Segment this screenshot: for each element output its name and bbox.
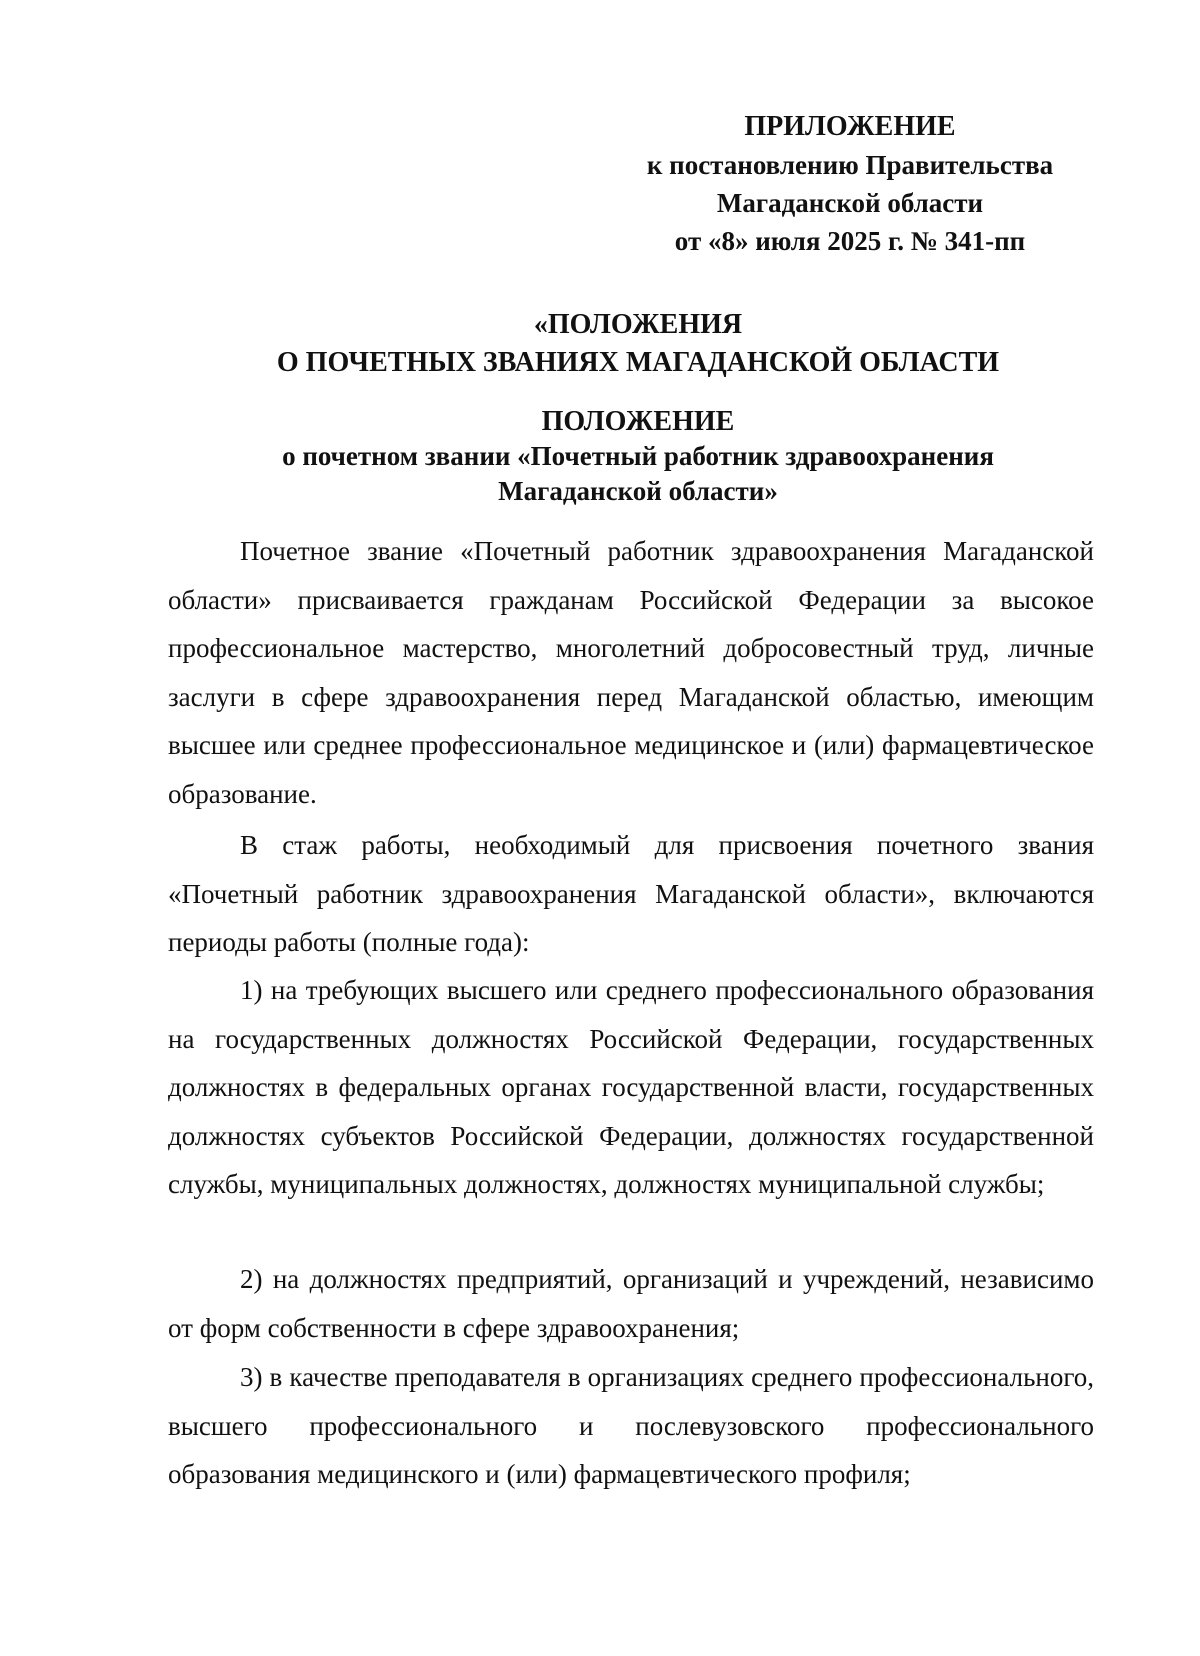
- main-heading: [168, 306, 1108, 382]
- paragraph-4-block: [168, 1255, 1094, 1352]
- paragraph-1-block: [168, 527, 1094, 818]
- sub-heading-title: ПОЛОЖЕНИЕ: [541, 406, 735, 437]
- appendix-line-1: к постановлению Правительства: [646, 150, 1054, 180]
- sub-heading: [168, 404, 1108, 509]
- list-item: 2) на должностях предприятий, организаций и учреждений, независимо от форм собственности в сфере здравоохранения;: [168, 1264, 1094, 1343]
- sub-heading-line-2: Магаданской области»: [498, 476, 778, 506]
- main-heading-line-1: «ПОЛОЖЕНИЯ: [533, 309, 743, 340]
- appendix-line-3: от «8» июля 2025 г. № 341-пп: [674, 226, 1026, 256]
- appendix-block: [600, 108, 1100, 260]
- paragraph-3-block: [168, 966, 1094, 1209]
- main-heading-line-2: О ПОЧЕТНЫХ ЗВАНИЯХ МАГАДАНСКОЙ ОБЛАСТИ: [276, 347, 1000, 378]
- paragraph-5-block: [168, 1353, 1094, 1499]
- paragraph-2-block: [168, 821, 1094, 967]
- appendix-line-2: Магаданской области: [716, 188, 984, 218]
- appendix-title: ПРИЛОЖЕНИЕ: [744, 111, 956, 142]
- paragraph: В стаж работы, необходимый для присвоения почетного звания «Почетный работник здравоохранения Магаданской области», включаются периоды работы (полные года):: [168, 830, 1094, 957]
- list-item: 3) в качестве преподавателя в организациях среднего профессионального, высшего профессионального и послевузовского профессионального образования медицинского и (или) фармацевтического профиля;: [168, 1362, 1094, 1489]
- paragraph: Почетное звание «Почетный работник здравоохранения Магаданской области» присваивается гражданам Российской Федерации за высокое профессиональное мастерство, многолетний добросовестный труд, личные заслуги в сфере здравоохранения перед Магаданской областью, имеющим высшее или среднее профессиональное медицинское и (или) фармацевтическое образование.: [168, 536, 1094, 809]
- list-item: 1) на требующих высшего или среднего профессионального образования на государственных должностях Российской Федерации, государственных должностях в федеральных органах государственной власти, государственных должностях субъектов Российской Федерации, должностях государственной службы, муниципальных должностях, должностях муниципальной службы;: [168, 975, 1094, 1199]
- sub-heading-line-1: о почетном звании «Почетный работник здравоохранения: [282, 441, 994, 471]
